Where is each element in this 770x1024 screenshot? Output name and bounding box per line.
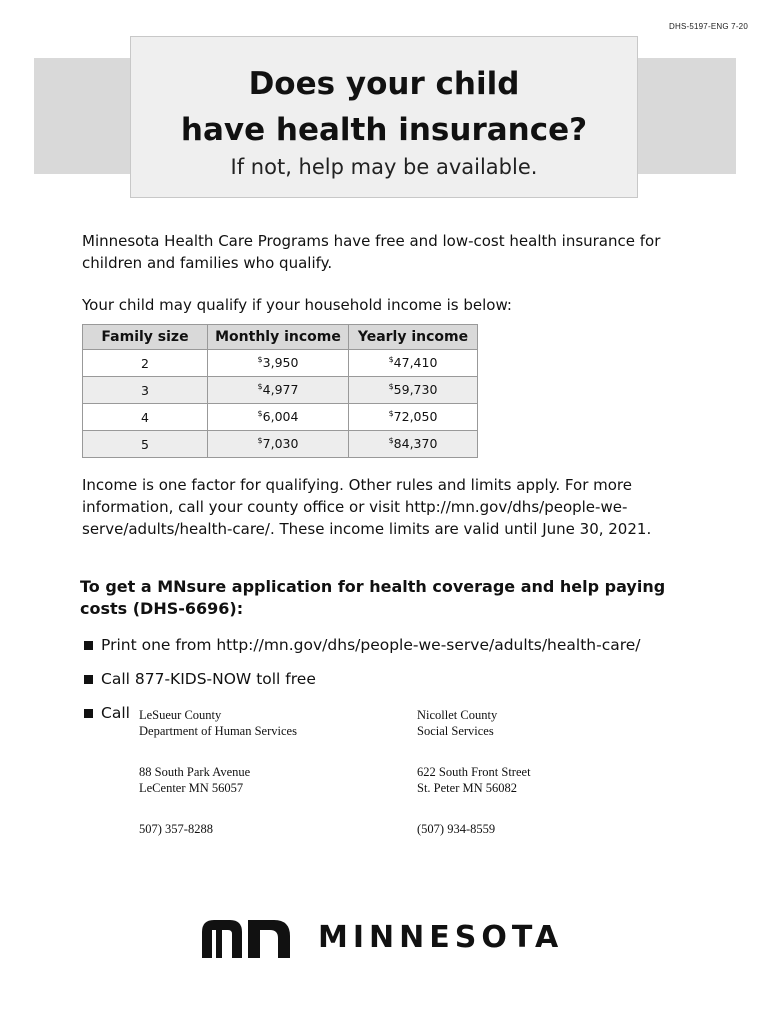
monthly-income-value: 6,004 bbox=[262, 409, 299, 425]
square-bullet-icon bbox=[84, 641, 93, 650]
monthly-income-cell bbox=[208, 350, 349, 377]
currency-symbol: $ bbox=[257, 382, 263, 392]
family-size-cell: 4 bbox=[83, 404, 208, 431]
office-lesueur bbox=[139, 707, 297, 837]
bullet-call-toll-free bbox=[84, 670, 316, 688]
monthly-income-cell bbox=[208, 377, 349, 404]
monthly-income-value: 3,950 bbox=[262, 355, 299, 371]
bullet-print-text: Print one from http://mn.gov/dhs/people-we-serve/adults/health-care/ bbox=[101, 636, 641, 654]
currency-symbol: $ bbox=[388, 382, 394, 392]
header-yearly-income: Yearly income bbox=[349, 325, 478, 350]
title-box bbox=[130, 36, 638, 198]
office-city: St. Peter MN 56082 bbox=[417, 781, 517, 795]
yearly-income-value: 59,730 bbox=[393, 382, 438, 398]
application-heading: To get a MNsure application for health coverage and help paying costs (DHS-6696): bbox=[80, 577, 666, 618]
yearly-income-value: 72,050 bbox=[393, 409, 438, 425]
table-row bbox=[83, 377, 478, 404]
bullet-print bbox=[84, 636, 641, 654]
family-size-cell: 5 bbox=[83, 431, 208, 458]
title-line-1: Does your child bbox=[248, 66, 520, 102]
income-table bbox=[82, 324, 478, 458]
square-bullet-icon bbox=[84, 709, 93, 718]
currency-symbol: $ bbox=[257, 355, 263, 365]
office-dept: Social Services bbox=[417, 724, 494, 738]
bullet-call-county bbox=[84, 704, 130, 722]
office-nicollet bbox=[417, 707, 531, 837]
page-title bbox=[131, 61, 637, 153]
office-name: LeSueur County bbox=[139, 708, 222, 722]
minnesota-logo bbox=[198, 916, 563, 958]
office-street: 622 South Front Street bbox=[417, 765, 531, 779]
header-family-size: Family size bbox=[83, 325, 208, 350]
monthly-income-cell bbox=[208, 431, 349, 458]
office-phone: 507) 357-8288 bbox=[139, 822, 213, 836]
office-dept: Department of Human Services bbox=[139, 724, 297, 738]
office-name: Nicollet County bbox=[417, 708, 498, 722]
currency-symbol: $ bbox=[257, 436, 263, 446]
monthly-income-value: 7,030 bbox=[262, 436, 299, 452]
yearly-income-cell bbox=[349, 377, 478, 404]
table-row bbox=[83, 431, 478, 458]
yearly-income-cell bbox=[349, 404, 478, 431]
yearly-income-value: 47,410 bbox=[393, 355, 438, 371]
square-bullet-icon bbox=[84, 675, 93, 684]
table-row bbox=[83, 350, 478, 377]
mn-logo-icon bbox=[198, 916, 294, 958]
title-line-2: have health insurance? bbox=[180, 112, 588, 148]
family-size-cell: 3 bbox=[83, 377, 208, 404]
header-monthly-income: Monthly income bbox=[208, 325, 349, 350]
family-size-cell: 2 bbox=[83, 350, 208, 377]
currency-symbol: $ bbox=[388, 355, 394, 365]
office-street: 88 South Park Avenue bbox=[139, 765, 251, 779]
qualify-text: Your child may qualify if your household income is below: bbox=[82, 296, 512, 314]
table-row bbox=[83, 404, 478, 431]
table-header-row bbox=[83, 325, 478, 350]
bullet-call-toll-free-text: Call 877-KIDS-NOW toll free bbox=[101, 670, 316, 688]
form-id: DHS-5197-ENG 7-20 bbox=[669, 22, 748, 31]
currency-symbol: $ bbox=[388, 436, 394, 446]
bullet-call-county-text: Call bbox=[101, 704, 130, 722]
yearly-income-cell bbox=[349, 350, 478, 377]
yearly-income-cell bbox=[349, 431, 478, 458]
office-phone: (507) 934-8559 bbox=[417, 822, 496, 836]
currency-symbol: $ bbox=[388, 409, 394, 419]
intro-text: Minnesota Health Care Programs have free and low-cost health insurance for children and families who qualify. bbox=[82, 232, 661, 272]
monthly-income-value: 4,977 bbox=[262, 382, 299, 398]
income-factor-text: Income is one factor for qualifying. Other rules and limits apply. For more information, call your county office or visit http://mn.gov/dhs/people-we-serve/adults/health-care/. These income limits are valid until June 30, 2021. bbox=[82, 476, 652, 538]
monthly-income-cell bbox=[208, 404, 349, 431]
logo-wordmark: MINNESOTA bbox=[318, 919, 564, 955]
page-subtitle: If not, help may be available. bbox=[230, 155, 538, 179]
yearly-income-value: 84,370 bbox=[393, 436, 438, 452]
office-city: LeCenter MN 56057 bbox=[139, 781, 244, 795]
currency-symbol: $ bbox=[257, 409, 263, 419]
